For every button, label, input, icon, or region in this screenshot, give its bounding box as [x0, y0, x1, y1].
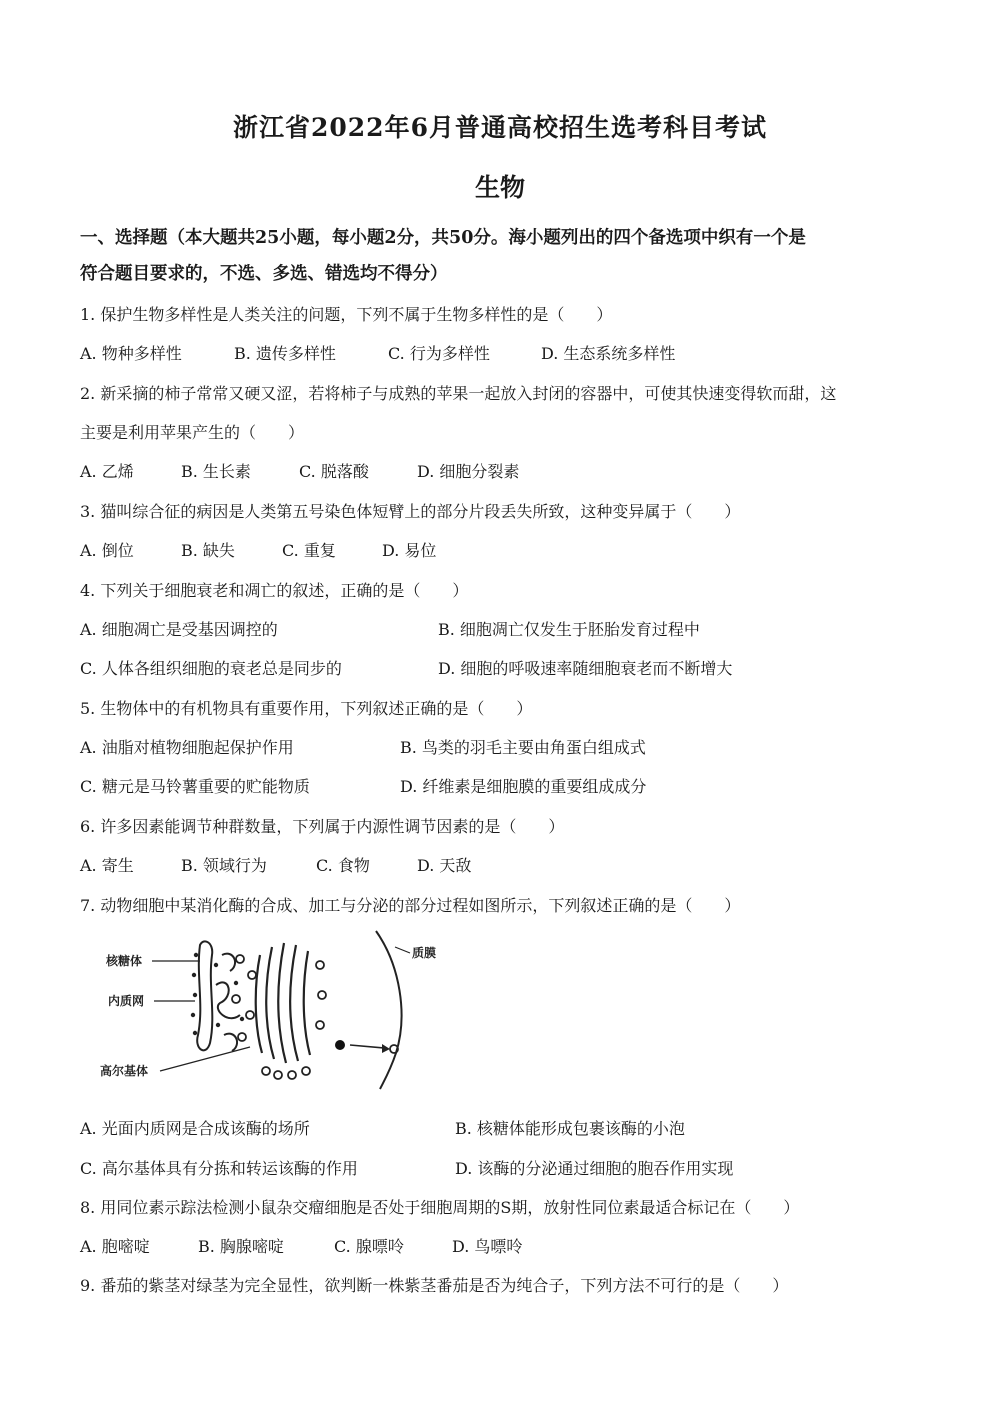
question-4-option-d: D. 细胞的呼吸速率随细胞衰老而不断增大	[438, 659, 733, 678]
question-5-option-a: A. 油脂对植物细胞起保护作用	[80, 738, 294, 757]
question-5-option-c: C. 糖元是马铃薯重要的贮能物质	[80, 777, 310, 796]
secretion-pathway-figure	[100, 925, 460, 1093]
question-4-option-b: B. 细胞凋亡仅发生于胚胎发育过程中	[438, 620, 700, 639]
section-heading-line: 符合题目要求的，不选、多选、错选均不得分）	[80, 264, 448, 284]
question-8-option-b: B. 胸腺嘧啶	[198, 1237, 284, 1256]
figure-label-er: 内质网	[108, 994, 145, 1008]
question-1-stem: 1. 保护生物多样性是人类关注的问题，下列不属于生物多样性的是（ ）	[80, 305, 613, 324]
question-8-option-a: A. 胞嘧啶	[80, 1237, 150, 1256]
question-4-option-a: A. 细胞凋亡是受基因调控的	[80, 620, 278, 639]
question-3-option-b: B. 缺失	[181, 541, 235, 560]
question-5-stem: 5. 生物体中的有机物具有重要作用，下列叙述正确的是（ ）	[80, 699, 533, 718]
question-9-stem: 9. 番茄的紫茎对绿茎为完全显性，欲判断一株紫茎番茄是否为纯合子，下列方法不可行的是（ ）	[80, 1276, 789, 1295]
question-1-option-d: D. 生态系统多样性	[541, 344, 676, 363]
question-3-option-a: A. 倒位	[80, 541, 134, 560]
question-7-option-b: B. 核糖体能形成包裹该酶的小泡	[455, 1119, 685, 1138]
question-3-option-c: C. 重复	[282, 541, 336, 560]
question-6-option-b: B. 领域行为	[181, 856, 267, 875]
transport-vesicles	[232, 955, 256, 1041]
exam-title: 浙江省2022年6月普通高校招生选考科目考试	[233, 113, 767, 142]
question-2-option-b: B. 生长素	[181, 462, 251, 481]
question-3-stem: 3. 猫叫综合征的病因是人类第五号染色体短臂上的部分片段丢失所致，这种变异属于（ ）	[80, 502, 741, 521]
question-7-option-a: A. 光面内质网是合成该酶的场所	[80, 1119, 310, 1138]
figure-label-golgi: 高尔基体	[100, 1064, 149, 1078]
question-1-option-a: A. 物种多样性	[80, 344, 182, 363]
question-4-option-c: C. 人体各组织细胞的衰老总是同步的	[80, 659, 342, 678]
question-3-option-d: D. 易位	[382, 541, 437, 560]
golgi-vesicles	[262, 961, 326, 1079]
question-6-option-a: A. 寄生	[80, 856, 134, 875]
question-5-option-d: D. 纤维素是细胞膜的重要组成成分	[400, 777, 647, 796]
question-8-option-c: C. 腺嘌呤	[334, 1237, 404, 1256]
question-2-option-d: D. 细胞分裂素	[417, 462, 520, 481]
question-1-option-c: C. 行为多样性	[388, 344, 490, 363]
question-7-option-c: C. 高尔基体具有分拣和转运该酶的作用	[80, 1159, 358, 1178]
question-8-stem: 8. 用同位素示踪法检测小鼠杂交瘤细胞是否处于细胞周期的S期，放射性同位素最适合标记在（ ）	[80, 1198, 800, 1217]
question-5-option-b: B. 鸟类的羽毛主要由角蛋白组成式	[400, 738, 646, 757]
question-8-option-d: D. 鸟嘌呤	[452, 1237, 523, 1256]
question-2-option-a: A. 乙烯	[80, 462, 134, 481]
figure-label-ribosome: 核糖体	[106, 954, 143, 968]
question-4-stem: 4. 下列关于细胞衰老和凋亡的叙述，正确的是（ ）	[80, 581, 469, 600]
figure-label-membrane: 质膜	[412, 946, 437, 960]
golgi-stack-shape	[256, 943, 310, 1063]
section-heading	[80, 220, 925, 292]
question-2-stem: 2. 新采摘的柿子常常又硬又涩，若将柿子与成熟的苹果一起放入封闭的容器中，可使其快速变得软而甜，这	[80, 384, 837, 403]
question-7-stem: 7. 动物细胞中某消化酶的合成、加工与分泌的部分过程如图所示，下列叙述正确的是（ ）	[80, 896, 741, 915]
secretory-vesicle	[335, 1040, 345, 1050]
question-1-option-b: B. 遗传多样性	[234, 344, 336, 363]
question-6-option-c: C. 食物	[316, 856, 370, 875]
question-7-option-d: D. 该酶的分泌通过细胞的胞吞作用实现	[455, 1159, 734, 1178]
question-2-stem: 主要是利用苹果产生的（ ）	[80, 423, 305, 442]
question-6-option-d: D. 天敌	[417, 856, 472, 875]
subject-title: 生物	[474, 173, 525, 202]
plasma-membrane-curve	[376, 931, 402, 1089]
question-6-stem: 6. 许多因素能调节种群数量，下列属于内源性调节因素的是（ ）	[80, 817, 565, 836]
section-heading-line: 一、选择题（本大题共25小题，每小题2分，共50分。海小题列出的四个备选项中织有一个是	[80, 228, 806, 248]
question-2-option-c: C. 脱落酸	[299, 462, 369, 481]
